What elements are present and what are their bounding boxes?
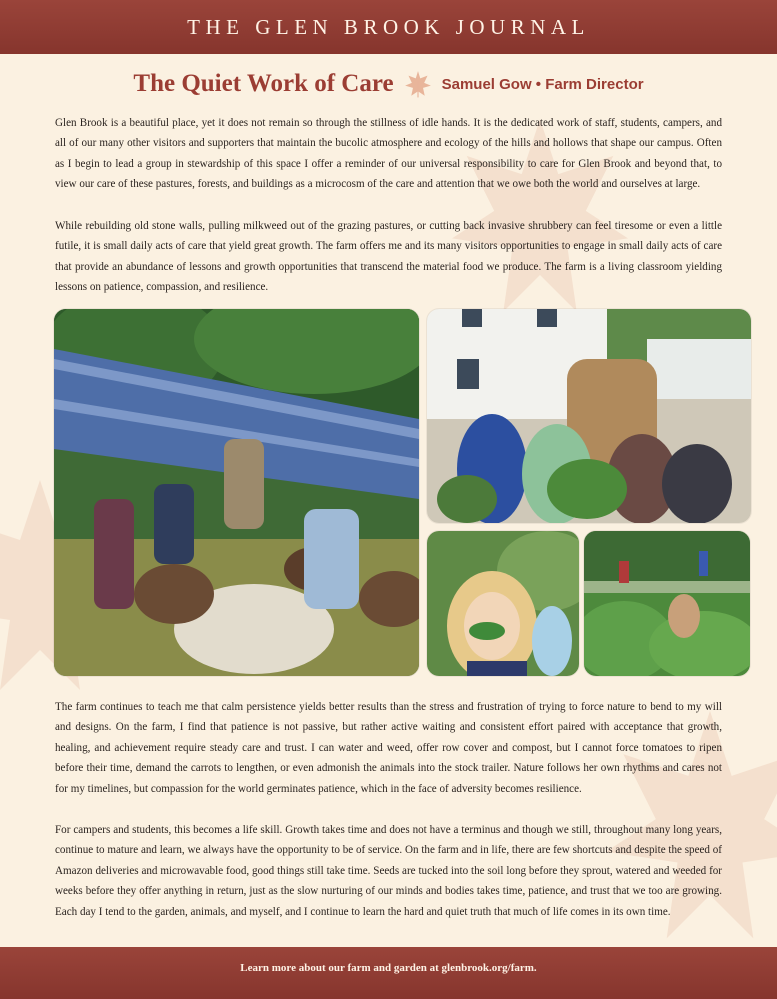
- photo-sheep-solar-panels: [54, 309, 419, 676]
- article-paragraph-4: For campers and students, this becomes a life skill. Growth takes time and does not have a terminus and though we still, throughout many long years, continue to mature and learn, we always have the opportunity to be of service. On the farm and in life, there are few shortcuts and despite the speed of Amazon deliveries and microwavable food, good things still take time. Seeds are tucked into the soil long before they sprout, watered and weeded for weeks before they offer anything in return, just as the slow nurturing of our minds and bodies takes time, patience, and trust that we too are growing. Each day I tend to the garden, animals, and myself, and I continue to learn the hard and quiet truth that much of life comes in its own time.: [55, 824, 722, 918]
- article-paragraph-3: The farm continues to teach me that calm persistence yields better results than the stress and frustration of trying to force nature to bend to my will and designs. On the farm, I find that patience is not passive, but rather active waiting and consistent effort paired with acceptance that growth, healing, and achievement require steady care and trust. I can water and weed, offer row cover and compost, but I cannot force tomatoes to ripen before their time, demand the carrots to lengthen, or even admonish the animals into the stock trailer. Nature follows her own rhythms and cares not for my timelines, but compassion for the world germinates patience, which in the face of adversity becomes resilience.: [55, 701, 722, 795]
- article-title: The Quiet Work of Care: [133, 70, 394, 97]
- article-byline: Samuel Gow • Farm Director: [441, 75, 644, 93]
- article-heading: [0, 66, 777, 102]
- article-paragraph-2: While rebuilding old stone walls, pulling milkweed out of the grazing pastures, or cutting back invasive shrubbery can feel tiresome or even a little futile, it is small daily acts of care that yield great growth. The farm offers me and its many visitors opportunities to engage in small daily acts of care that provide an abundance of lessons and growth opportunities that transcend the material food we produce. The farm is a living classroom yielding lessons on patience, compassion, and resilience.: [55, 220, 722, 294]
- maple-leaf-icon: [404, 70, 432, 98]
- photo-kids-with-harvest: [427, 309, 751, 523]
- photo-girl-with-leaf: [427, 531, 579, 676]
- journal-banner: [0, 0, 777, 54]
- photo-garden-beds: [584, 531, 750, 676]
- footer-banner: [0, 947, 777, 999]
- footer-link-text[interactable]: Learn more about our farm and garden at glenbrook.org/farm.: [240, 962, 537, 974]
- journal-title: THE GLEN BROOK JOURNAL: [187, 14, 590, 39]
- article-paragraph-1: Glen Brook is a beautiful place, yet it does not remain so through the stillness of idle hands. It is the dedicated work of staff, students, campers, and all of our many other visitors and supporters that maintain the bucolic atmosphere and ecology of the hills and hollows that shape our campus. Often as I begin to lead a group in stewardship of this space I offer a reminder of our universal responsibility to care for Glen Brook and beyond that, to view our care of these pastures, forests, and buildings as a microcosm of the care and attention that we owe both the world and ourselves at large.: [55, 117, 722, 191]
